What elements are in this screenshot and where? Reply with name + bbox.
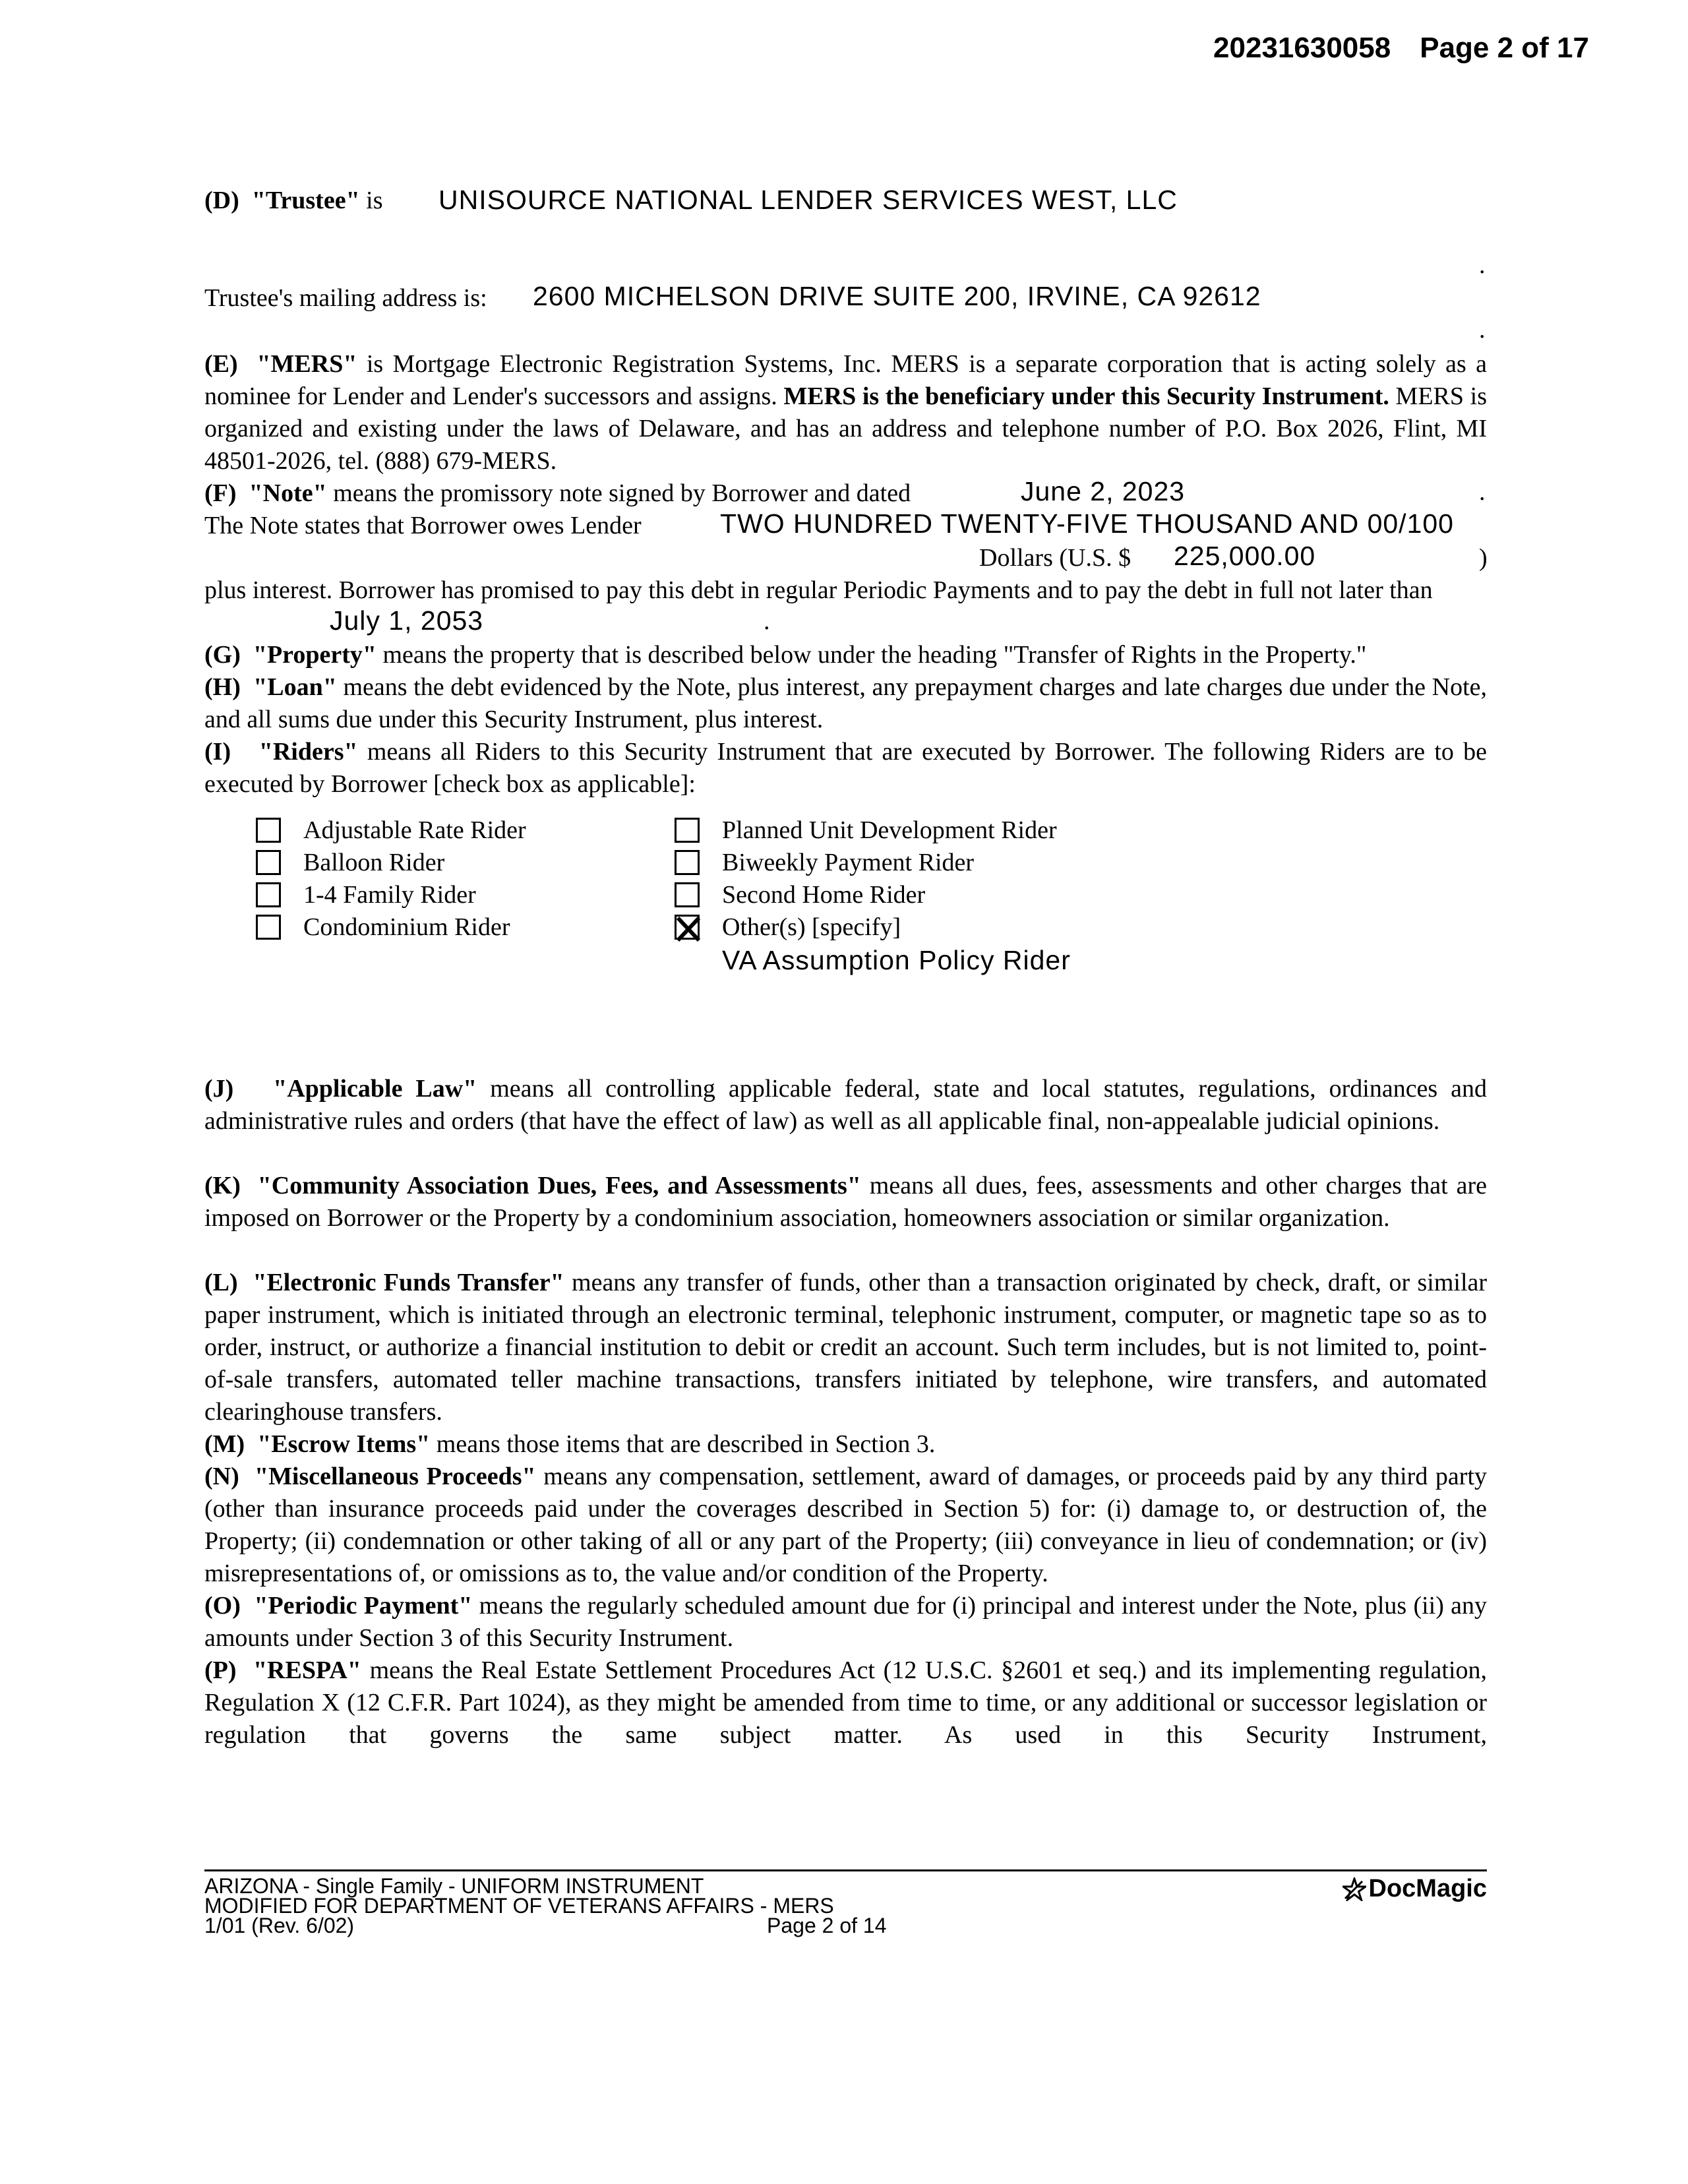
community-dues-paragraph <box>204 1170 1487 1234</box>
text: means all Riders to this Security Instrument that are executed by Borrower. The following Riders are to be executed by Borrower [check box as applicable]: <box>204 738 1488 798</box>
blank-dot: . <box>1479 251 1486 279</box>
periodic-payment-paragraph <box>204 1590 1487 1654</box>
section-label: (O) <box>204 1592 241 1620</box>
property-paragraph <box>204 639 1366 671</box>
text: MERS is organized and existing under the laws of Delaware, and has an address and telephone number of P.O. Box 2026, Flint, MI 48501-2026, tel. (888) 679-MERS. <box>204 382 1487 475</box>
defined-term: "MERS" <box>256 350 357 378</box>
section-label: (E) <box>204 350 238 378</box>
defined-term: "RESPA" <box>253 1656 361 1684</box>
rider-balloon[interactable] <box>256 848 444 877</box>
star-icon <box>1342 1877 1366 1901</box>
logo-text: DocMagic <box>1368 1875 1487 1902</box>
footer-rule <box>204 1869 1487 1871</box>
riders-paragraph <box>204 736 1487 801</box>
text: means those items that are described in Section 3. <box>436 1430 936 1458</box>
defined-term: "Trustee" <box>251 187 360 214</box>
text: plus interest. Borrower has promised to pay this debt in regular Periodic Payments and to pay the debt in full not later than <box>204 576 1433 604</box>
close-paren: ) <box>1479 544 1488 572</box>
text: means the property that is described below under the heading "Transfer of Rights in the Property." <box>382 641 1367 669</box>
section-label: (P) <box>204 1656 237 1684</box>
defined-term: "Miscellaneous Proceeds" <box>254 1463 536 1490</box>
defined-term: "Electronic Funds Transfer" <box>253 1269 564 1296</box>
checkbox-label: 1-4 Family Rider <box>303 881 476 909</box>
section-label: (H) <box>204 673 241 701</box>
defined-term: "Applicable Law" <box>273 1075 477 1103</box>
trustee-name: UNISOURCE NATIONAL LENDER SERVICES WEST, LLC <box>438 185 1178 215</box>
misc-proceeds-paragraph <box>204 1461 1487 1590</box>
eft-paragraph <box>204 1267 1487 1428</box>
checkbox-label: Balloon Rider <box>303 849 445 876</box>
text: means the promissory note signed by Borrower and dated <box>333 479 911 507</box>
header-page-number: Page 2 of 17 <box>1420 32 1589 64</box>
text: means all controlling applicable federal, state and local statutes, regulations, ordinances and administrative rules and orders (that have the effect of law) as well as all applicable final, non-appealable judicial opinions. <box>204 1075 1488 1135</box>
section-label: (I) <box>204 738 231 766</box>
defined-term: "Riders" <box>258 738 358 766</box>
trustee-address: 2600 MICHELSON DRIVE SUITE 200, IRVINE, CA 92612 <box>533 281 1261 311</box>
trustee-line <box>204 185 383 217</box>
checkbox-label: Planned Unit Development Rider <box>722 816 1057 844</box>
defined-term: "Community Association Dues, Fees, and Assessments" <box>257 1172 861 1199</box>
checkbox-checked[interactable] <box>675 915 700 940</box>
footer-form-subtitle: MODIFIED FOR DEPARTMENT OF VETERANS AFFAIRS - MERS <box>204 1894 834 1918</box>
rider-adjustable-rate[interactable] <box>256 816 526 845</box>
rider-condominium[interactable] <box>256 913 510 942</box>
note-date: June 2, 2023 <box>1021 476 1186 506</box>
footer-form-title: ARIZONA - Single Family - UNIFORM INSTRUMENT <box>204 1874 704 1898</box>
docmagic-logo <box>1342 1875 1487 1903</box>
dollars-label: Dollars (U.S. $ <box>979 544 1131 572</box>
text: means the regularly scheduled amount due for (i) principal and interest under the Note, plus (ii) any amounts under Section 3 of this Security Instrument. <box>204 1592 1487 1652</box>
section-label: (N) <box>204 1463 239 1490</box>
checkbox-label: Adjustable Rate Rider <box>303 816 526 844</box>
defined-term: "Loan" <box>253 673 337 701</box>
document-reference <box>1213 32 1589 65</box>
loan-paragraph <box>204 671 1487 736</box>
blank-dot: . <box>764 607 770 635</box>
section-label: (M) <box>204 1430 245 1458</box>
text: is <box>366 187 383 214</box>
rider-other[interactable] <box>675 913 901 942</box>
checkbox-label: Second Home Rider <box>722 881 926 909</box>
note-line-2: The Note states that Borrower owes Lender <box>204 512 642 539</box>
document-number: 20231630058 <box>1213 32 1391 64</box>
text: means the debt evidenced by the Note, plus interest, any prepayment charges and late charges due under the Note, and all sums due under this Security Instrument, plus interest. <box>204 673 1488 733</box>
defined-term: "Escrow Items" <box>257 1430 431 1458</box>
applicable-law-paragraph <box>204 1073 1487 1138</box>
note-amount: 225,000.00 <box>1174 541 1316 571</box>
checkbox-label: Biweekly Payment Rider <box>722 849 975 876</box>
rider-biweekly-payment[interactable] <box>675 848 974 877</box>
rider-planned-unit-development[interactable] <box>675 816 1057 845</box>
footer-revision: 1/01 (Rev. 6/02) <box>204 1914 355 1937</box>
checkbox[interactable] <box>256 850 281 875</box>
section-label: (F) <box>204 479 237 507</box>
trustee-address-label: Trustee's mailing address is: <box>204 284 487 312</box>
checkbox[interactable] <box>256 882 281 907</box>
respa-paragraph <box>204 1654 1487 1751</box>
text: is Mortgage Electronic Registration Systems, Inc. MERS is a separate corporation that is acting solely as a nominee for Lender and Lender's successors and assigns. <box>204 350 1487 410</box>
text: means any transfer of funds, other than a transaction originated by check, draft, or similar paper instrument, which is initiated through an electronic terminal, telephonic instrument, computer, or magnetic tape so as to order, instruct, or authorize a financial institution to debit or credit an account. Such term includes, but is not limited to, point-of-sale transfers, automated teller machine transactions, transfers initiated by telephone, wire transfers, and automated clearinghouse transfers. <box>204 1269 1488 1426</box>
defined-term: "Periodic Payment" <box>254 1592 473 1620</box>
blank-dot: . <box>1479 316 1486 344</box>
note-line-3 <box>204 574 1487 607</box>
footer-page-number: Page 2 of 14 <box>767 1914 887 1937</box>
checkbox[interactable] <box>675 882 700 907</box>
note-amount-words: TWO HUNDRED TWENTY-FIVE THOUSAND AND 00/100 <box>720 508 1454 539</box>
note-line-1 <box>204 477 911 510</box>
escrow-items-paragraph <box>204 1428 935 1461</box>
text: means any compensation, settlement, award of damages, or proceeds paid by any third party (other than insurance proceeds paid under the coverages described in Section 5) for: (i) damage to, or destruction of, the Property; (ii) condemnation or other taking of all or any part of the Property; (iii) conveyance in lieu of condemnation; or (iv) misrepresentations of, or omissions as to, the value and/or condition of the Property. <box>204 1463 1487 1587</box>
defined-term: "Property" <box>253 641 377 669</box>
mers-paragraph <box>204 348 1487 477</box>
section-label: (G) <box>204 641 241 669</box>
checkbox[interactable] <box>675 818 700 843</box>
other-rider-specify: VA Assumption Policy Rider <box>722 945 1071 975</box>
checkbox-label: Condominium Rider <box>303 913 510 941</box>
rider-1-4-family[interactable] <box>256 880 476 909</box>
checkbox-label: Other(s) [specify] <box>722 913 901 941</box>
checkbox[interactable] <box>256 818 281 843</box>
text: means all dues, fees, assessments and other charges that are imposed on Borrower or the Property by a condominium association, homeowners association or similar organization. <box>204 1172 1487 1232</box>
checkbox[interactable] <box>256 915 281 940</box>
checkbox[interactable] <box>675 850 700 875</box>
section-label: (D) <box>204 187 239 214</box>
section-label: (J) <box>204 1075 234 1103</box>
checkmark-x-icon <box>675 915 702 942</box>
text: means the Real Estate Settlement Procedures Act (12 U.S.C. §2601 et seq.) and its implementing regulation, Regulation X (12 C.F.R. Part 1024), as they might be amended from time to time, or any additional or successor legislation or regulation that governs the same subject matter. As used in this Security Instrument, <box>204 1656 1488 1749</box>
note-maturity-date: July 1, 2053 <box>330 605 484 636</box>
section-label: (L) <box>204 1269 238 1296</box>
blank-dot: . <box>1479 478 1486 506</box>
bold-text: MERS is the beneficiary under this Security Instrument. <box>783 382 1389 410</box>
rider-second-home[interactable] <box>675 880 925 909</box>
defined-term: "Note" <box>249 479 327 507</box>
section-label: (K) <box>204 1172 241 1199</box>
